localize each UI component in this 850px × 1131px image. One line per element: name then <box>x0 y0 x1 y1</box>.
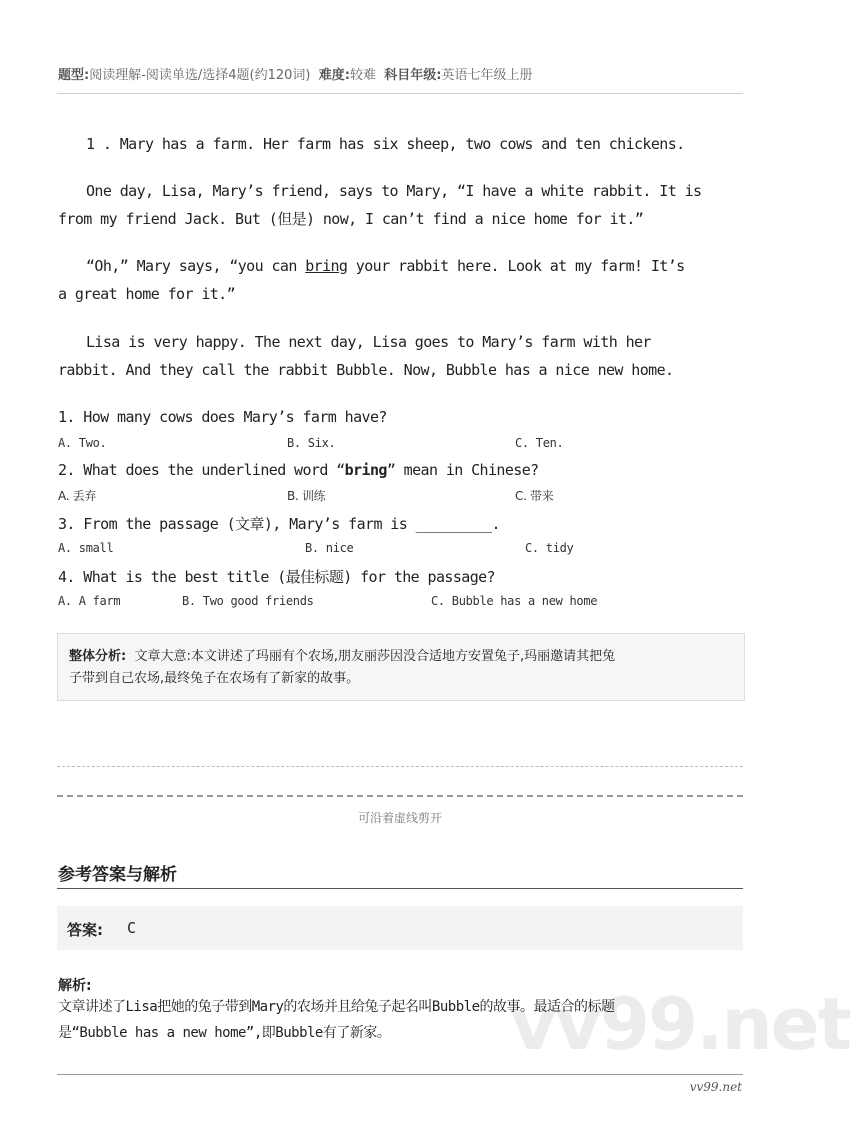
underlined-word: bring <box>305 257 348 275</box>
watermark: vv99.net <box>510 982 850 1066</box>
passage-text: your rabbit here. Look at my farm! It’s <box>347 257 685 275</box>
explanation-line: 是“Bubble has a new home”,即Bubble有了新家。 <box>58 1025 391 1041</box>
question-2-option-a[interactable]: A. 丢弃 <box>58 489 97 503</box>
grade-value: 英语七年级上册 <box>441 68 533 83</box>
question-2-stem <box>58 461 539 479</box>
analysis-label: 整体分析: <box>69 649 127 664</box>
passage-text: rabbit. And they call the rabbit Bubble. Now, Bubble has a nice new home. <box>58 361 674 379</box>
footer-site: vv99.net <box>689 1080 742 1094</box>
question-3-option-b[interactable]: B. nice <box>305 541 354 555</box>
header-divider <box>57 93 743 94</box>
passage-paragraph-4 <box>58 328 744 384</box>
analysis-text: 文章大意:本文讲述了玛丽有个农场,朋友丽莎因没合适地方安置兔子,玛丽邀请其把兔 <box>134 649 616 664</box>
question-4-option-b[interactable]: B. Two good friends <box>182 594 314 608</box>
footer-divider <box>57 1074 743 1075</box>
analysis-text: 子带到自己农场,最终兔子在农场有了新家的故事。 <box>69 671 360 686</box>
bold-word: bring <box>344 461 387 479</box>
question-text: ” mean in Chinese? <box>386 461 539 479</box>
type-label: 题型: <box>58 68 90 83</box>
cut-line <box>57 795 743 797</box>
type-value: 阅读理解-阅读单选/选择4题(约120词) <box>89 68 311 83</box>
question-3-option-a[interactable]: A. small <box>58 541 114 555</box>
question-text: 2. What does the underlined word “ <box>58 461 345 479</box>
question-3-option-c[interactable]: C. tidy <box>525 541 574 555</box>
difficulty-value: 较难 <box>349 68 376 83</box>
explanation-label: 解析: <box>58 978 92 994</box>
passage-paragraph-1 <box>58 130 744 158</box>
passage-text: a great home for it.” <box>58 285 236 303</box>
question-4-option-c[interactable]: C. Bubble has a new home <box>431 594 598 608</box>
answer-section-divider <box>57 888 743 889</box>
passage-paragraph-3 <box>58 252 744 308</box>
header-meta <box>58 64 532 83</box>
question-1-option-a[interactable]: A. Two. <box>58 436 107 450</box>
explanation-text <box>58 994 748 1046</box>
passage-text: “Oh,” Mary says, “you can <box>86 257 306 275</box>
dashed-divider <box>57 766 743 767</box>
passage-text: Lisa is very happy. The next day, Lisa goes to Mary’s farm with her <box>86 333 651 351</box>
question-1-option-b[interactable]: B. Six. <box>287 436 336 450</box>
answer-box <box>57 906 743 950</box>
cut-line-label: 可沿着虚线剪开 <box>357 811 442 825</box>
analysis-box <box>57 633 745 701</box>
question-1-option-c[interactable]: C. Ten. <box>515 436 564 450</box>
passage-paragraph-2 <box>58 177 744 233</box>
question-2-option-c[interactable]: C. 带来 <box>515 489 554 503</box>
question-4-stem: 4. What is the best title (最佳标题) for the passage? <box>58 568 495 586</box>
difficulty-label: 难度: <box>318 68 350 83</box>
question-3-stem: 3. From the passage (文章), Mary’s farm is _________. <box>58 515 500 533</box>
answer-section-title: 参考答案与解析 <box>58 865 177 885</box>
answer-value: C <box>127 919 137 937</box>
question-1-stem: 1. How many cows does Mary’s farm have? <box>58 408 387 426</box>
grade-label: 科目年级: <box>384 68 442 83</box>
answer-label: 答案: <box>67 921 103 939</box>
passage-text: One day, Lisa, Mary’s friend, says to Mary, “I have a white rabbit. It is <box>86 182 702 200</box>
passage-text: 1 . Mary has a farm. Her farm has six sheep, two cows and ten chickens. <box>86 135 685 153</box>
passage-text: from my friend Jack. But (但是) now, I can’t find a nice home for it.” <box>58 210 644 228</box>
explanation-line: 文章讲述了Lisa把她的兔子带到Mary的农场并且给兔子起名叫Bubble的故事。最适合的标题 <box>58 999 615 1015</box>
question-2-option-b[interactable]: B. 训练 <box>287 489 326 503</box>
question-4-option-a[interactable]: A. A farm <box>58 594 121 608</box>
